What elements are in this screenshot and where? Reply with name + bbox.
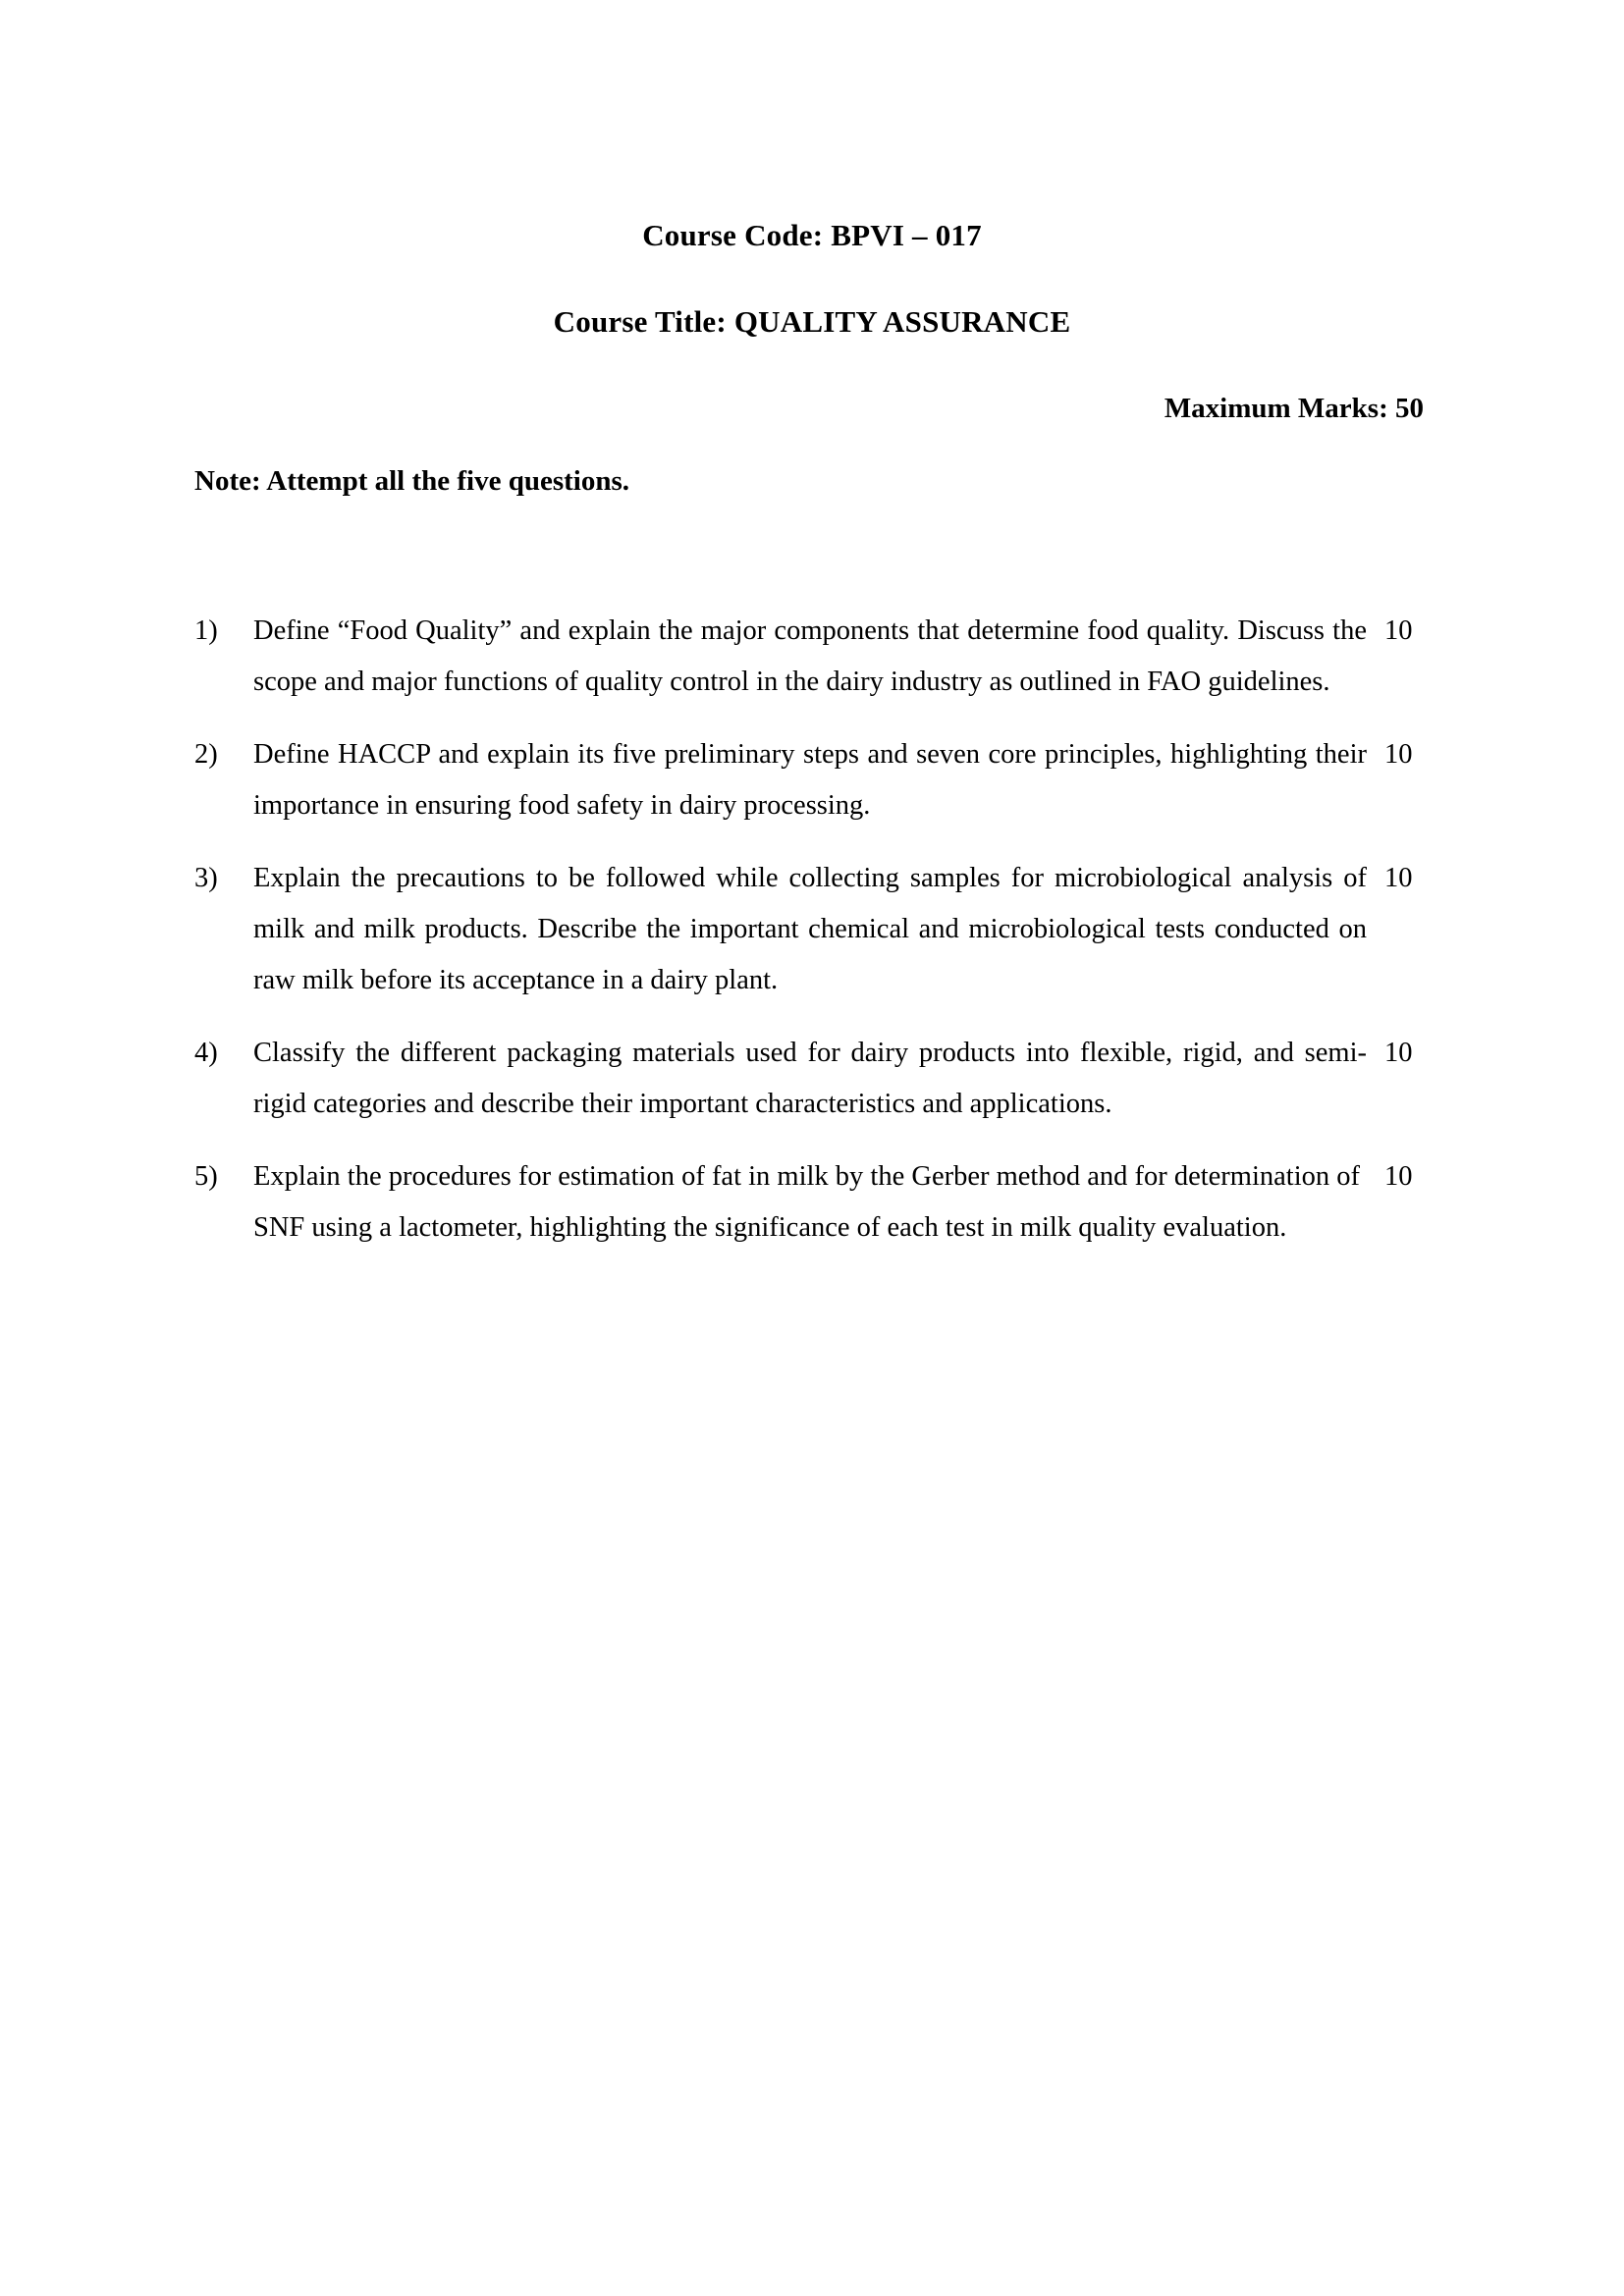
question-number: 3) [194, 863, 218, 893]
question-item [192, 729, 1432, 831]
question-item [192, 1028, 1432, 1130]
document-content [192, 0, 1432, 1275]
question-text: Define “Food Quality” and explain the major components that determine food quality. Discuss the scope and major functions of quality control in the dairy industry as outlined in FAO guidelines. [253, 615, 1367, 697]
course-code-heading: Course Code: BPVI – 017 [642, 218, 982, 252]
questions-list [192, 606, 1432, 1254]
question-number: 4) [194, 1038, 218, 1068]
question-marks: 10 [1384, 1038, 1413, 1068]
question-text: Explain the procedures for estimation of fat in milk by the Gerber method and for determination of SNF using a lactometer, highlighting the significance of each test in milk quality evaluation. [253, 1161, 1360, 1243]
question-number: 1) [194, 615, 218, 646]
course-title-heading: Course Title: QUALITY ASSURANCE [553, 304, 1071, 339]
question-number: 2) [194, 739, 218, 770]
question-text: Define HACCP and explain its five preliminary steps and seven core principles, highlighting their importance in ensuring food safety in dairy processing. [253, 739, 1367, 821]
question-marks: 10 [1384, 1161, 1413, 1192]
instructions-note: Note: Attempt all the five questions. [194, 465, 630, 497]
question-item [192, 606, 1432, 708]
question-marks: 10 [1384, 615, 1413, 646]
question-marks: 10 [1384, 739, 1413, 770]
maximum-marks-label: Maximum Marks: 50 [1164, 393, 1424, 424]
question-text: Explain the precautions to be followed while collecting samples for microbiological analysis of milk and milk products. Describe the important chemical and microbiological tests conducted on raw milk before its acceptance in a dairy plant. [253, 863, 1367, 995]
question-text: Classify the different packaging materials used for dairy products into flexible, rigid, and semi-rigid categories and describe their important characteristics and applications. [253, 1038, 1367, 1119]
question-number: 5) [194, 1161, 218, 1192]
question-item [192, 853, 1432, 1006]
question-marks: 10 [1384, 863, 1413, 893]
question-item [192, 1151, 1432, 1254]
